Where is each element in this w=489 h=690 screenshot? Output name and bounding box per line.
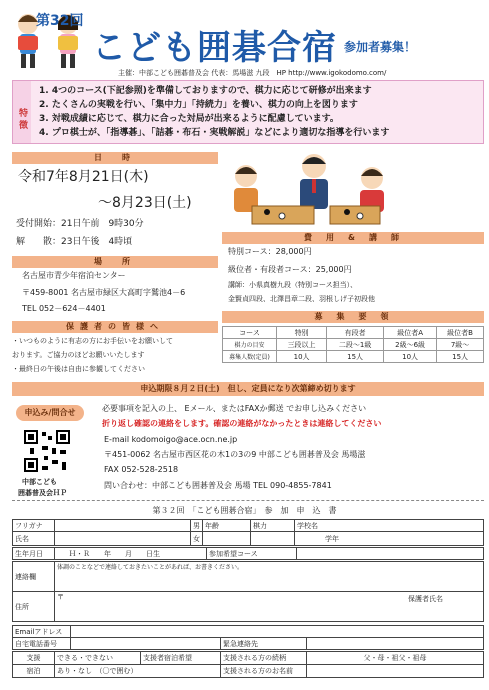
fees-label: 費 用 & 講 師	[222, 232, 484, 244]
postal-mark: 〒	[57, 593, 64, 601]
age-label: 年齢	[203, 520, 251, 532]
table-row	[223, 351, 484, 363]
emergency-field[interactable]	[307, 638, 484, 650]
qr-code-icon[interactable]	[22, 428, 72, 474]
feature-item: 3. 対戦成績に応じて、棋力に合った対局が出来るように配慮しています。	[39, 114, 339, 124]
table-header: 級位者B	[437, 327, 484, 339]
application-form-5	[12, 651, 484, 678]
contact-email[interactable]: E-mail kodomoigo@ace.ocn.ne.jp	[104, 435, 238, 444]
instructors-line: 金賢貞四段、北澤昌章二段、羽根しげ子初段他	[228, 295, 375, 303]
table-cell: 棋力の目安	[223, 339, 277, 351]
confirmation-notice: 折り返し確認の連絡をします。確認の連絡がなかったときは連絡してください	[102, 419, 382, 428]
table-row	[223, 339, 484, 351]
email-label: Emailアドレス	[13, 626, 71, 638]
dismissal-time: 解 散：23日午後 4時頃	[16, 237, 133, 247]
deadline-text: 申込期限８月２日(土) 但し、定員になり次第締め切ります	[140, 384, 356, 393]
application-form-2	[12, 547, 484, 560]
application-form-4	[12, 625, 484, 650]
lodging-wish-label: 支援者宿泊希望	[141, 652, 221, 665]
grade-label: 学年	[295, 532, 484, 546]
rank-label: 棋力	[251, 520, 295, 532]
contact-address: 〒451-0062 名古屋市西区花の木1の3の9 中部こども囲碁普及会 馬場滋	[104, 450, 366, 459]
divider	[12, 500, 484, 501]
date-start: 令和7年8月21日(木)	[18, 169, 149, 185]
table-cell: 二段〜1級	[327, 339, 384, 351]
table-cell: 2級〜6級	[384, 339, 437, 351]
fee-regular: 級位者・有段者コース：25,000円	[228, 265, 352, 274]
helper-name-label: 支援される方のお名前	[221, 665, 307, 678]
table-cell: 10人	[277, 351, 327, 363]
email-field[interactable]	[71, 626, 484, 638]
application-form-3	[12, 561, 484, 622]
support-field[interactable]: できる・できない	[55, 652, 141, 665]
go-lesson-illustration	[222, 146, 402, 230]
furigana-field[interactable]	[55, 520, 191, 532]
stay-label: 宿泊	[13, 665, 55, 678]
features-label: 特 徴	[13, 81, 31, 143]
name-label: 氏名	[13, 532, 55, 546]
table-header: 有段者	[327, 327, 384, 339]
reception-time: 受付開始：21日午前 9時30分	[16, 219, 144, 229]
home-phone-label: 自宅電話番号	[13, 638, 71, 650]
organizer-line: 主催：中部こども囲碁普及会 代表：馬場滋 九段 HP http://www.igokodomo.com/	[118, 69, 387, 77]
guardian-line: おります。ご協力のほどお願いいたします	[12, 351, 145, 359]
contact-fax: FAX 052-528-2518	[104, 465, 179, 474]
birth-field[interactable]: Ｈ・Ｒ 年 月 日生	[55, 548, 207, 560]
hp-label: 中部こども	[22, 478, 57, 486]
edition-label: 第32回	[36, 13, 84, 29]
support-label: 支援	[13, 652, 55, 665]
age-field[interactable]	[203, 532, 251, 546]
stay-field[interactable]: あり・なし （〇で囲む）	[55, 665, 221, 678]
venue-address: 〒459-8001 名古屋市緑区大高町字鷲池4－6	[22, 288, 186, 297]
guardian-name-label: 保護者氏名	[408, 595, 443, 603]
page-subtitle: 参加者募集！	[344, 40, 417, 54]
female-option[interactable]: 女	[191, 532, 203, 546]
address-label: 住所	[13, 592, 55, 622]
home-phone-field[interactable]	[71, 638, 221, 650]
form-title: 第３２回 「こども囲碁合宿」 参 加 申 込 書	[152, 506, 337, 515]
table-cell: 10人	[384, 351, 437, 363]
relationship-field[interactable]: 父・母・祖父・祖母	[307, 652, 484, 665]
page-title: こども囲碁合宿	[92, 28, 337, 68]
name-field[interactable]	[55, 532, 191, 546]
school-label: 学校名	[295, 520, 484, 532]
date-end: ～8月23日(土)	[98, 195, 192, 211]
guardian-line: ・最終日の午後は自由に参観してください	[12, 365, 145, 373]
deadline-banner	[12, 382, 484, 396]
furigana-label: フリガナ	[13, 520, 55, 532]
features-section	[12, 80, 484, 144]
feature-item: 1. 4つのコース(下記参照)を準備しておりますので、棋力に応じて研修が出来ます	[39, 86, 372, 96]
hp-label: 囲碁普及会ＨＰ	[18, 489, 67, 497]
contact-note: 体調のことなどで連絡しておきたいことがあれば、お書きください。	[57, 564, 244, 571]
table-cell: 募集人数(定員)	[223, 351, 277, 363]
instructors-line: 講師：小県真樹九段（特別コース担当）、	[228, 281, 358, 289]
relationship-label: 支援される方の続柄	[221, 652, 307, 665]
contact-label: 連絡欄	[13, 562, 55, 592]
guardian-line: ・いつものように有志の方にお手伝いをお願いして	[12, 337, 173, 345]
requirements-table	[222, 326, 484, 363]
helper-name-field[interactable]	[307, 665, 484, 678]
table-cell: 三段以上	[277, 339, 327, 351]
application-label: 申込み/問合せ	[16, 405, 84, 421]
table-cell: 15人	[437, 351, 484, 363]
table-cell: 15人	[327, 351, 384, 363]
course-label: 参加希望コース	[207, 548, 297, 560]
application-form	[12, 519, 484, 546]
emergency-label: 緊急連絡先	[221, 638, 307, 650]
birth-label: 生年月日	[13, 548, 55, 560]
requirements-label: 募 集 要 領	[222, 311, 484, 323]
venue-tel: TEL 052－624－4401	[22, 304, 106, 313]
table-header: 特別	[277, 327, 327, 339]
application-instructions: 必要事項を記入の上、 Eメール、またはFAXか郵送 でお申し込みください	[102, 404, 367, 413]
table-header: コース	[223, 327, 277, 339]
rank-field[interactable]	[251, 532, 295, 546]
address-field[interactable]	[55, 592, 484, 622]
venue-name: 名古屋市青少年宿泊センター	[22, 271, 126, 280]
venue-label: 場 所	[12, 256, 218, 268]
guardian-label: 保護者の皆様へ	[12, 321, 218, 333]
contact-field[interactable]	[55, 562, 484, 592]
contact-inquiry: 問い合わせ：中部こども囲碁普及会 馬場 TEL 090-4855-7841	[104, 481, 332, 490]
course-field[interactable]	[297, 548, 484, 560]
feature-item: 2. たくさんの実戦を行い、「集中力」「持続力」を養い、棋力の向上を図ります	[39, 100, 358, 110]
male-option[interactable]: 男	[191, 520, 203, 532]
fee-special: 特別コース：28,000円	[228, 247, 312, 256]
schedule-label: 日 時	[12, 152, 218, 164]
table-row	[223, 327, 484, 339]
feature-item: 4. プロ棋士が、「指導碁」、「詰碁・布石・実戦解説」などにより適切な指導を行います	[39, 128, 390, 138]
table-cell: 7級〜	[437, 339, 484, 351]
table-header: 級位者A	[384, 327, 437, 339]
